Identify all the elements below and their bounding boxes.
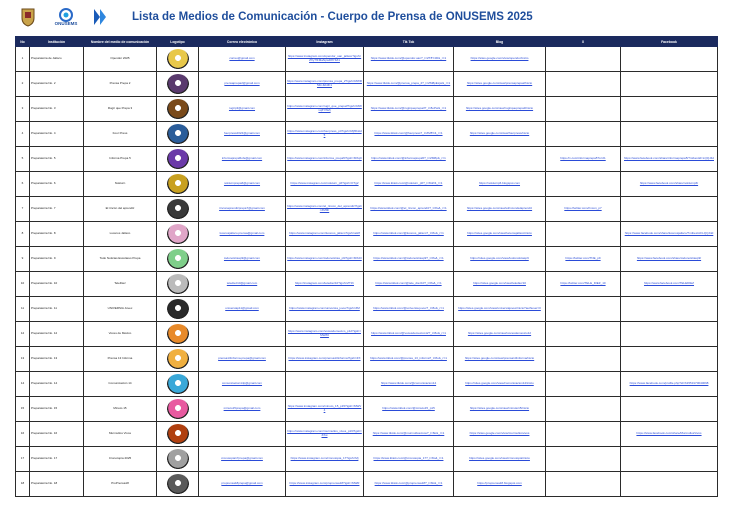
cell-institucion: Preparatoria No. 3	[30, 97, 84, 122]
cell-instagram[interactable]: https://www.instagram.com/universia_jovex?igsh=ZM	[286, 297, 364, 322]
cell-facebook[interactable]: https://www.facebook.com/share/nokturnp6/	[621, 172, 718, 197]
cell-x	[546, 347, 621, 372]
cell-email[interactable]: todonoticiasp9@gmail.com	[199, 247, 286, 272]
table-row	[16, 472, 718, 497]
cell-email[interactable]: correo@gmail.com	[199, 47, 286, 72]
media-logo-image	[167, 399, 189, 419]
cell-instagram[interactable]: https://www.instagram.com/prensa_prepa_2?igsh=MWR5ZnJkb3F1	[286, 72, 364, 97]
cell-logo	[157, 297, 199, 322]
cell-institucion: Preparatoria No. 15	[30, 397, 84, 422]
cell-x[interactable]: https://twitter.com/TNE_p9	[546, 247, 621, 272]
cell-x	[546, 447, 621, 472]
cell-tiktok[interactable]: https://www.tiktok.com/@luceros_jalisco?_t=8o&_r=1	[364, 222, 454, 247]
cell-no: 14	[16, 372, 30, 397]
cell-instagram[interactable]: https://www.instagram.com/todonoticias_p9?igsh=MXd3	[286, 247, 364, 272]
media-logo-image	[167, 424, 189, 444]
cell-blog[interactable]: https://sites.google.com/view/lucerosjalisco/inicio	[454, 222, 546, 247]
cell-no: 12	[16, 322, 30, 347]
cell-instagram[interactable]: https://www.instagram.com/prensa13informa?igsh=ZX	[286, 347, 364, 372]
cell-facebook[interactable]: https://www.facebook.com/share/informaprepa5/?mibextid=LQQJ4d	[621, 147, 718, 172]
table-row	[16, 147, 718, 172]
cell-logo	[157, 122, 199, 147]
cell-blog	[454, 147, 546, 172]
media-logo-image	[167, 149, 189, 169]
table-row	[16, 322, 718, 347]
cell-facebook	[621, 297, 718, 322]
cell-no: 10	[16, 272, 30, 297]
page-header	[0, 0, 746, 34]
cell-facebook	[621, 322, 718, 347]
cell-email	[199, 322, 286, 347]
col-header-no: No	[16, 37, 30, 47]
cell-no: 17	[16, 447, 30, 472]
onusems-logo-text: ONUSEMS	[54, 20, 78, 26]
cell-medio: TeleDiez	[84, 272, 157, 297]
cell-facebook	[621, 447, 718, 472]
cell-tiktok[interactable]: https://www.tiktok.com/@prensa_prepa_2?_t=ZM8pExjw&_r=1	[364, 72, 454, 97]
cell-tiktok[interactable]: https://www.tiktok.com/@tele_diez10?_t=8o&_r=1	[364, 272, 454, 297]
table-row	[16, 272, 718, 297]
cell-medio: Luceros Jalisco	[84, 222, 157, 247]
cell-medio: El rincón del aprendiz	[84, 197, 157, 222]
cell-facebook	[621, 47, 718, 72]
cell-tiktok[interactable]: https://www.tiktok.com/@fourpress?_t=ZM8Y&_r=1	[364, 122, 454, 147]
col-header-correo: Correo electrónico	[199, 37, 286, 47]
cell-facebook	[621, 397, 718, 422]
table-row	[16, 447, 718, 472]
cell-x	[546, 422, 621, 447]
media-logo-image	[167, 124, 189, 144]
media-logo-image	[167, 274, 189, 294]
col-header-institucion: Institución	[30, 37, 84, 47]
cell-x	[546, 372, 621, 397]
cell-instagram[interactable]: https://www.instagram.com/minuto_15_p15?igsh=MWV4	[286, 397, 364, 422]
cell-logo	[157, 72, 199, 97]
cell-email[interactable]: fourpress2024@gmail.com	[199, 122, 286, 147]
cell-instagram[interactable]: https://www.instagram.com/el_rincon_del_aprendiz?igsh=ZM9h	[286, 197, 364, 222]
cell-facebook	[621, 97, 718, 122]
cell-tiktok[interactable]: https://www.tiktok.com/@proprensa18?_t=8o&_r=1	[364, 472, 454, 497]
cell-logo	[157, 397, 199, 422]
cell-institucion: Preparatoria No. 16	[30, 422, 84, 447]
cell-x[interactable]: https://x.com/informaprepa5?s=21	[546, 147, 621, 172]
media-logo-image	[167, 449, 189, 469]
table-row	[16, 197, 718, 222]
cell-email[interactable]: minuto15prepa@gmail.com	[199, 397, 286, 422]
cell-institucion: Preparatoria No. 10	[30, 272, 84, 297]
cell-email[interactable]: informaprepa5ofe@gmail.com	[199, 147, 286, 172]
cell-instagram[interactable]: https://www.instagram.com/cronotopia_17?igsh=Mj	[286, 447, 364, 472]
cell-medio: Murmullos Vivos	[84, 422, 157, 447]
cell-blog[interactable]: https://sites.google.com/view/comunicacion14/inicio	[454, 372, 546, 397]
cell-facebook[interactable]: https://www.facebook.com/profile.php?id=61553170040098	[621, 372, 718, 397]
cell-medio: Voces de México	[84, 322, 157, 347]
cell-logo	[157, 47, 199, 72]
table-row	[16, 222, 718, 247]
cell-blog[interactable]: https://nokturnp6.blogspot.com	[454, 172, 546, 197]
cell-blog[interactable]: https://sites.google.com/view/telediez10	[454, 272, 546, 297]
media-logo-image	[167, 49, 189, 69]
cell-logo	[157, 172, 199, 197]
cell-x	[546, 47, 621, 72]
cell-x	[546, 472, 621, 497]
table-row	[16, 397, 718, 422]
cell-institucion: Preparatoria No. 17	[30, 447, 84, 472]
cell-institucion: Preparatoria No. 8	[30, 222, 84, 247]
cell-tiktok[interactable]: https://www.tiktok.com/@nokturn_p6?_t=8oP&_r=1	[364, 172, 454, 197]
cell-tiktok[interactable]: https://www.tiktok.com/@murmullosvivos?_t=8o&_r=1	[364, 422, 454, 447]
cell-instagram[interactable]: https://www.instagram.com/opendor_uan_jalisco?igsh=ZXy7fFMaNpwD8Y4Z1	[286, 47, 364, 72]
cell-tiktok[interactable]: https://www.tiktok.com/@opendor.uan?_t=ZT8Y4D&_r=1	[364, 47, 454, 72]
cell-x	[546, 97, 621, 122]
cell-instagram[interactable]: https://www.instagram.com/murmullos_vivos_p16?igsh=ZXw	[286, 422, 364, 447]
col-header-x: X	[546, 37, 621, 47]
cell-institucion: Preparatoria No. 13	[30, 347, 84, 372]
cell-medio: Comunicación 14	[84, 372, 157, 397]
cell-medio: Prensa 13 Informa	[84, 347, 157, 372]
cell-logo	[157, 97, 199, 122]
cell-x[interactable]: https://twitter.com/TELE_DIEZ_10	[546, 272, 621, 297]
media-logo-image	[167, 174, 189, 194]
cell-institucion: Preparatoria No. 4	[30, 122, 84, 147]
cell-blog[interactable]: https://sites.google.com/view/cronotopia/inicio	[454, 447, 546, 472]
cell-medio: Rugir que Prepa 3	[84, 97, 157, 122]
cell-logo	[157, 247, 199, 272]
cell-blog[interactable]: https://sites.google.com/view/vocesdemexico12	[454, 322, 546, 347]
cell-no: 9	[16, 247, 30, 272]
cell-logo	[157, 197, 199, 222]
cell-email[interactable]: rugirp3@gmail.com	[199, 97, 286, 122]
cell-instagram[interactable]: https://www.instagram.com/fourpress_p4?igsh=MjI5bHd5	[286, 122, 364, 147]
cell-tiktok[interactable]: https://www.tiktok.com/@el_rincon_aprendiz?_t=8o&_r=1	[364, 197, 454, 222]
table-row	[16, 97, 718, 122]
cell-facebook	[621, 72, 718, 97]
cell-email[interactable]: lucerosjalisco.prensa@gmail.com	[199, 222, 286, 247]
cell-institucion: Preparatoria No. 6	[30, 172, 84, 197]
cell-tiktok[interactable]: https://www.tiktok.com/@prensa_13_informa?_t=8o&_r=1	[364, 347, 454, 372]
cell-no: 4	[16, 122, 30, 147]
cell-institucion: Preparatoria No. 5	[30, 147, 84, 172]
table-row	[16, 122, 718, 147]
media-logo-image	[167, 99, 189, 119]
table-row	[16, 47, 718, 72]
cell-blog[interactable]: https://sites.google.com/view/murmullosvivos	[454, 422, 546, 447]
cell-x	[546, 122, 621, 147]
cell-logo	[157, 322, 199, 347]
cell-email[interactable]: universiap11@gmail.com	[199, 297, 286, 322]
cell-blog[interactable]: https://sites.google.com/view/prensaprepa2/inicio	[454, 72, 546, 97]
cell-institucion: Preparatoria de Jalisco	[30, 47, 84, 72]
cell-institucion: Preparatoria No. 7	[30, 197, 84, 222]
col-header-instagram: Instagram	[286, 37, 364, 47]
cell-logo	[157, 347, 199, 372]
media-table	[15, 36, 718, 497]
col-header-facebook: Facebook	[621, 37, 718, 47]
table-row	[16, 247, 718, 272]
cell-blog[interactable]: https://sites.google.com/view/opendor/inicio	[454, 47, 546, 72]
cell-x	[546, 397, 621, 422]
cell-instagram[interactable]: https://www.instagram.com/luceros_jalisco?igsh=aH8	[286, 222, 364, 247]
cell-blog[interactable]: https://sites.google.com/view/rugirqueprepa3/inicio	[454, 97, 546, 122]
cell-logo	[157, 272, 199, 297]
cell-logo	[157, 222, 199, 247]
cell-facebook[interactable]: https://www.facebook.com/TELEDIEZ	[621, 272, 718, 297]
cell-facebook	[621, 122, 718, 147]
cell-medio: Todo Noticias Escolares Prepa	[84, 247, 157, 272]
cell-medio: Opendor 2025	[84, 47, 157, 72]
cell-no: 11	[16, 297, 30, 322]
udg-seal-logo	[17, 6, 39, 28]
cell-blog[interactable]: https://sites.google.com/view/prensa13informa/inicio	[454, 347, 546, 372]
cell-no: 18	[16, 472, 30, 497]
cell-medio: Cronotopía 2025	[84, 447, 157, 472]
cell-blog[interactable]: https://sites.google.com/view/elrincondelaprendiz	[454, 197, 546, 222]
cell-logo	[157, 372, 199, 397]
cell-email[interactable]: telediez10@gmail.com	[199, 272, 286, 297]
cell-no: 13	[16, 347, 30, 372]
cell-no: 16	[16, 422, 30, 447]
cell-no: 5	[16, 147, 30, 172]
cell-tiktok[interactable]: https://www.tiktok.com/@vocesdemexico12?_t=8o&_r=1	[364, 322, 454, 347]
cell-tiktok[interactable]: https://www.tiktok.com/@universia.jovex?_t=8o&_r=1	[364, 297, 454, 322]
table-row	[16, 422, 718, 447]
cell-no: 2	[16, 72, 30, 97]
cell-tiktok[interactable]: https://www.tiktok.com/@todonoticiasp9?_t=8o&_r=1	[364, 247, 454, 272]
media-logo-image	[167, 249, 189, 269]
cell-facebook[interactable]: https://www.facebook.com/share/todonoticiasp9/	[621, 247, 718, 272]
cell-medio: ProPrensa18	[84, 472, 157, 497]
cell-x[interactable]: https://twitter.com/rincon_p7	[546, 197, 621, 222]
cell-tiktok[interactable]: https://www.tiktok.com/@informaprepa5?_t=ZM8p&_r=1	[364, 147, 454, 172]
media-logo-image	[167, 74, 189, 94]
cell-tiktok[interactable]: https://www.tiktok.com/@rugirqueprepa3?_t=8oPw&_r=1	[364, 97, 454, 122]
media-logo-image	[167, 299, 189, 319]
cell-instagram[interactable]: https://www.instagram.com/nokturn_p6?igsh=OTg2	[286, 172, 364, 197]
table-row	[16, 72, 718, 97]
cell-tiktok[interactable]: https://www.tiktok.com/@comunicacion14	[364, 372, 454, 397]
media-logo-image	[167, 199, 189, 219]
media-logo-image	[167, 374, 189, 394]
cell-institucion: Preparatoria No. 14	[30, 372, 84, 397]
cell-instagram[interactable]: https://www.instagram.com/vocesdemexico_p12?igsh=MWZ0	[286, 322, 364, 347]
cell-tiktok[interactable]: https://www.tiktok.com/@minuto15_p15	[364, 397, 454, 422]
cell-email[interactable]: cronotopia17prepa@gmail.com	[199, 447, 286, 472]
media-logo-image	[167, 224, 189, 244]
cell-logo	[157, 472, 199, 497]
cell-logo	[157, 447, 199, 472]
cell-logo	[157, 422, 199, 447]
cell-tiktok[interactable]: https://www.tiktok.com/@cronotopia_17?_t=8o&_r=1	[364, 447, 454, 472]
cell-x	[546, 222, 621, 247]
cell-email[interactable]: prensaprepa2@gmail.com	[199, 72, 286, 97]
cell-email[interactable]: prensa13informa.prepa@gmail.com	[199, 347, 286, 372]
table-row	[16, 172, 718, 197]
cell-medio: Four Press	[84, 122, 157, 147]
cell-email	[199, 422, 286, 447]
cell-x	[546, 322, 621, 347]
cell-no: 3	[16, 97, 30, 122]
cell-email[interactable]: nokturnprepa6@gmail.com	[199, 172, 286, 197]
page-title: Lista de Medios de Comunicación - Cuerpo de Prensa de ONUSEMS 2025	[132, 11, 533, 23]
cell-institucion: Preparatoria No. 2	[30, 72, 84, 97]
cell-medio: Informa Prepa 5	[84, 147, 157, 172]
cell-instagram[interactable]: https://www.instagram.com/rugir_que_prepa3?igsh=MWxq6YWZj	[286, 97, 364, 122]
cell-no: 6	[16, 172, 30, 197]
table-header-row	[16, 37, 718, 47]
cell-x	[546, 297, 621, 322]
cell-no: 7	[16, 197, 30, 222]
media-logo-image	[167, 349, 189, 369]
col-header-medio: Nombre del medio de comunicación	[84, 37, 157, 47]
cell-x	[546, 72, 621, 97]
cell-instagram[interactable]: https://www.instagram.com/proprensa18?igsh=MWR	[286, 472, 364, 497]
cell-facebook	[621, 197, 718, 222]
table-row	[16, 347, 718, 372]
cell-institucion: Preparatoria No. 18	[30, 472, 84, 497]
cell-blog[interactable]: https://sites.google.com/view/todonoticiasp9	[454, 247, 546, 272]
table-row	[16, 372, 718, 397]
cell-facebook	[621, 347, 718, 372]
cell-medio: Minuto 15	[84, 397, 157, 422]
col-header-tiktok: Tik Tok	[364, 37, 454, 47]
cell-medio: Nokturn	[84, 172, 157, 197]
media-logo-image	[167, 474, 189, 494]
cell-instagram	[286, 372, 364, 397]
col-header-blog: Blog	[454, 37, 546, 47]
onusems-logo	[52, 6, 80, 28]
media-logo-image	[167, 324, 189, 344]
cell-email[interactable]: rinconaprendizprepa7@gmail.com	[199, 197, 286, 222]
cell-no: 15	[16, 397, 30, 422]
ems-logo	[90, 6, 110, 28]
col-header-logotipo: Logotipo	[157, 37, 199, 47]
cell-logo	[157, 147, 199, 172]
cell-instagram[interactable]: https://www.instagram.com/informa_prepa5?igsh=MXq0	[286, 147, 364, 172]
cell-blog[interactable]: https://sites.google.com/view/minuto15/inicio	[454, 397, 546, 422]
cell-facebook[interactable]: https://www.facebook.com/share/lucerosjalisco/?mibextid=LQQJ4d	[621, 222, 718, 247]
cell-medio: Prensa Prepa 2	[84, 72, 157, 97]
cell-blog[interactable]: https://sites.google.com/view/universiajovex/inicio?authuser=0	[454, 297, 546, 322]
cell-medio: UNIVERSIA Jovex	[84, 297, 157, 322]
cell-no: 8	[16, 222, 30, 247]
cell-blog[interactable]: https://sites.google.com/view/fourpress/inicio	[454, 122, 546, 147]
table-row	[16, 297, 718, 322]
cell-email[interactable]: comunicacion14p@gmail.com	[199, 372, 286, 397]
cell-facebook	[621, 472, 718, 497]
cell-blog[interactable]: https://proprensa18.blogspot.com	[454, 472, 546, 497]
cell-facebook[interactable]: https://www.facebook.com/share/MurmullosVivos	[621, 422, 718, 447]
cell-email[interactable]: proprensa18prepa@gmail.com	[199, 472, 286, 497]
cell-x	[546, 172, 621, 197]
cell-no: 1	[16, 47, 30, 72]
cell-institucion: Preparatoria No. 9	[30, 247, 84, 272]
cell-instagram[interactable]: https://instagram.com/telediez10?igsh=ZTJh	[286, 272, 364, 297]
cell-institucion: Preparatoria No. 11	[30, 297, 84, 322]
cell-institucion: Preparatoria No. 12	[30, 322, 84, 347]
